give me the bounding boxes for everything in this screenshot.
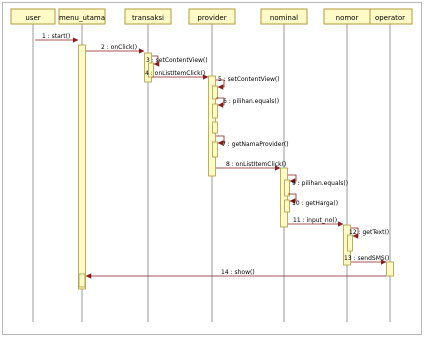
activation-bar-nominal-10 [281, 168, 288, 227]
message-label-13: 13 : sendSMS() [344, 255, 390, 262]
activation-bar-provider-9 [213, 142, 218, 157]
activation-bar-nominal-12 [285, 200, 290, 212]
message-label-6: 6 : pilihan.equals() [223, 98, 280, 105]
message-label-12: 12 : getText() [349, 229, 390, 236]
message-label-3: 3 : setContentView() [146, 57, 208, 64]
message-label-4: 4 : onListItemClick() [145, 70, 206, 77]
message-label-8: 8 : onListItemClick() [226, 161, 287, 168]
participant-label-user: user [25, 14, 41, 22]
activation-bar-provider-6 [213, 86, 218, 99]
activation-bar-provider-8 [213, 122, 218, 133]
activation-bar-menu_utama-1 [79, 45, 86, 289]
participant-label-transaksi: transaksi [132, 14, 164, 22]
participant-label-menu_utama: menu_utama [58, 14, 106, 22]
message-label-2: 2 : onClick() [101, 44, 138, 51]
message-label-5: 5 : setContentView() [218, 76, 280, 83]
participant-label-nomor: nomor [335, 14, 359, 22]
message-label-7: 7 : getNamaProvider() [222, 141, 289, 148]
activation-bar-menu_utama-2 [79, 274, 85, 287]
message-label-1: 1 : start() [42, 33, 71, 40]
message-label-14: 14 : show() [221, 269, 255, 276]
activation-bar-provider-7 [213, 104, 218, 118]
message-label-11: 11 : input_no() [293, 217, 338, 224]
message-label-9: 9 : pilihan.equals() [292, 180, 349, 187]
participant-label-nominal: nominal [269, 14, 299, 22]
activation-bar-nomor-14 [348, 235, 353, 251]
activation-bar-operator-15 [387, 262, 394, 276]
message-label-10: 10 : getHarga() [292, 200, 339, 207]
participant-label-operator: operator [374, 14, 406, 22]
participant-label-provider: provider [197, 14, 227, 22]
